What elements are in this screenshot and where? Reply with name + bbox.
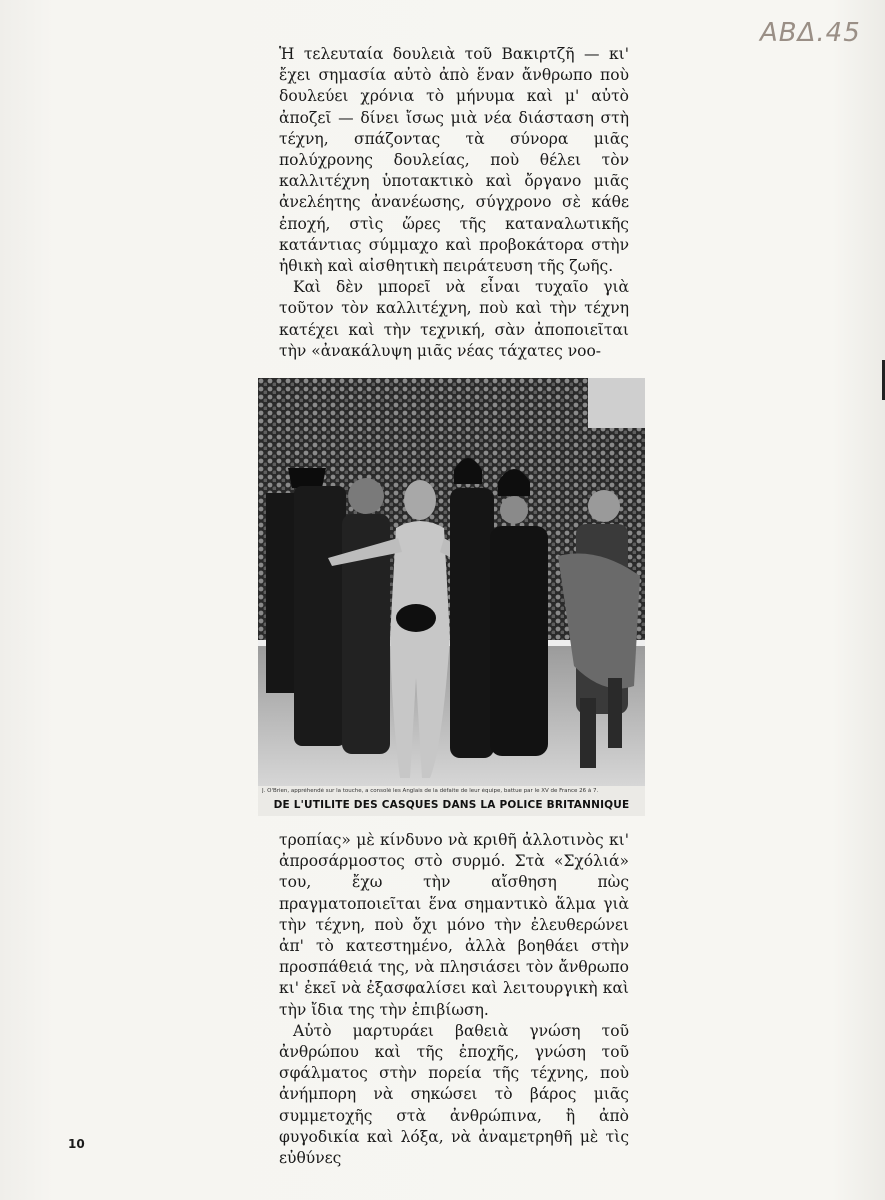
paragraph: Καὶ δὲν μπορεῖ νὰ εἶναι τυχαῖο γιὰ τοῦτον τὸν καλλιτέχνη, ποὺ καὶ τὴν τέχνη κατέχει καὶ τὴν τεχνική, σὰν ἀποποιεῖται τὴν «ἀνακάλυψη μιᾶς νέας τάχατες νοο-: [279, 278, 629, 360]
page-number: 10: [68, 1137, 85, 1151]
text-column-top: [279, 44, 629, 362]
text-column-bottom: [279, 830, 629, 1169]
photo-caption-small: J. O'Brien, appréhendé sur la touche, a consolé les Anglais de la défaite de leur équipe, battue par le XV de France 26 à 7.: [262, 788, 599, 794]
news-clipping-photo: [258, 378, 645, 816]
photo-caption-headline: DE L'UTILITE DES CASQUES DANS LA POLICE BRITANNIQUE: [273, 799, 630, 811]
archive-handwritten-mark: ΑΒΔ.45: [760, 18, 861, 48]
paragraph: τροπίας» μὲ κίνδυνο νὰ κριθῆ ἀλλοτινὸς κι' ἀπροσάρμοστος στὸ συρμό. Στὰ «Σχόλιά» του, ἔχω τὴν αἴσθηση πὼς πραγματοποιεῖται ἕνα σημαντικὸ ἅλμα γιὰ τὴν τέχνη, ποὺ ὄχι μόνο τὴν ἐλευθερώνει ἀπ' τὸ κατεστημένο, ἀλλὰ βοηθάει στὴν προσπάθειά της, νὰ πλησιάσει τὸν ἄνθρωπο κι' ἐκεῖ νὰ ἐξασφαλίσει καὶ λειτουργικὴ καὶ τὴν ἴδια της τὴν ἐπιβίωση.: [279, 831, 629, 1019]
paragraph: Αὐτὸ μαρτυράει βαθειὰ γνώση τοῦ ἀνθρώπου καὶ τῆς ἐποχῆς, γνώση τοῦ σφάλματος στὴν πορεία τῆς τέχνης, ποὺ ἀνήμπορη νὰ σηκώσει τὸ βάρος μιᾶς συμμετοχῆς στὰ ἀνθρώπινα, ἢ ἀπὸ φυγοδικία καὶ λόξα, νὰ ἀναμετρηθῆ μὲ τὶς εὐθύνες: [279, 1021, 629, 1168]
photo-caption-strip: [258, 786, 645, 816]
paragraph: Ἡ τελευταία δουλειὰ τοῦ Βακιρτζῆ — κι' ἔχει σημασία αὐτὸ ἀπὸ ἕναν ἄνθρωπο ποὺ δουλεύει χρόνια τὸ μήνυμα καὶ μ' αὐτὸ ἀποζεῖ — δίνει ἴσως μιὰ νέα διάσταση στὴ τέχνη, σπάζοντας τὰ σύνορα μιᾶς πολύχρονης δουλείας, ποὺ θέλει τὸν καλλιτέχνη ὑποτακτικὸ καὶ ὄργανο μιᾶς ἀνελέητης ἀνανέωσης, σύγχρονο σὲ κάθε ἐποχή, στὶς ὥρες τῆς καταναλωτικῆς κατάντιας σύμμαχο καὶ προβοκάτορα στὴν ἠθικὴ καὶ αἰσθητικὴ πειράτευση τῆς ζωῆς.: [279, 45, 629, 276]
photo-image: [258, 378, 645, 786]
